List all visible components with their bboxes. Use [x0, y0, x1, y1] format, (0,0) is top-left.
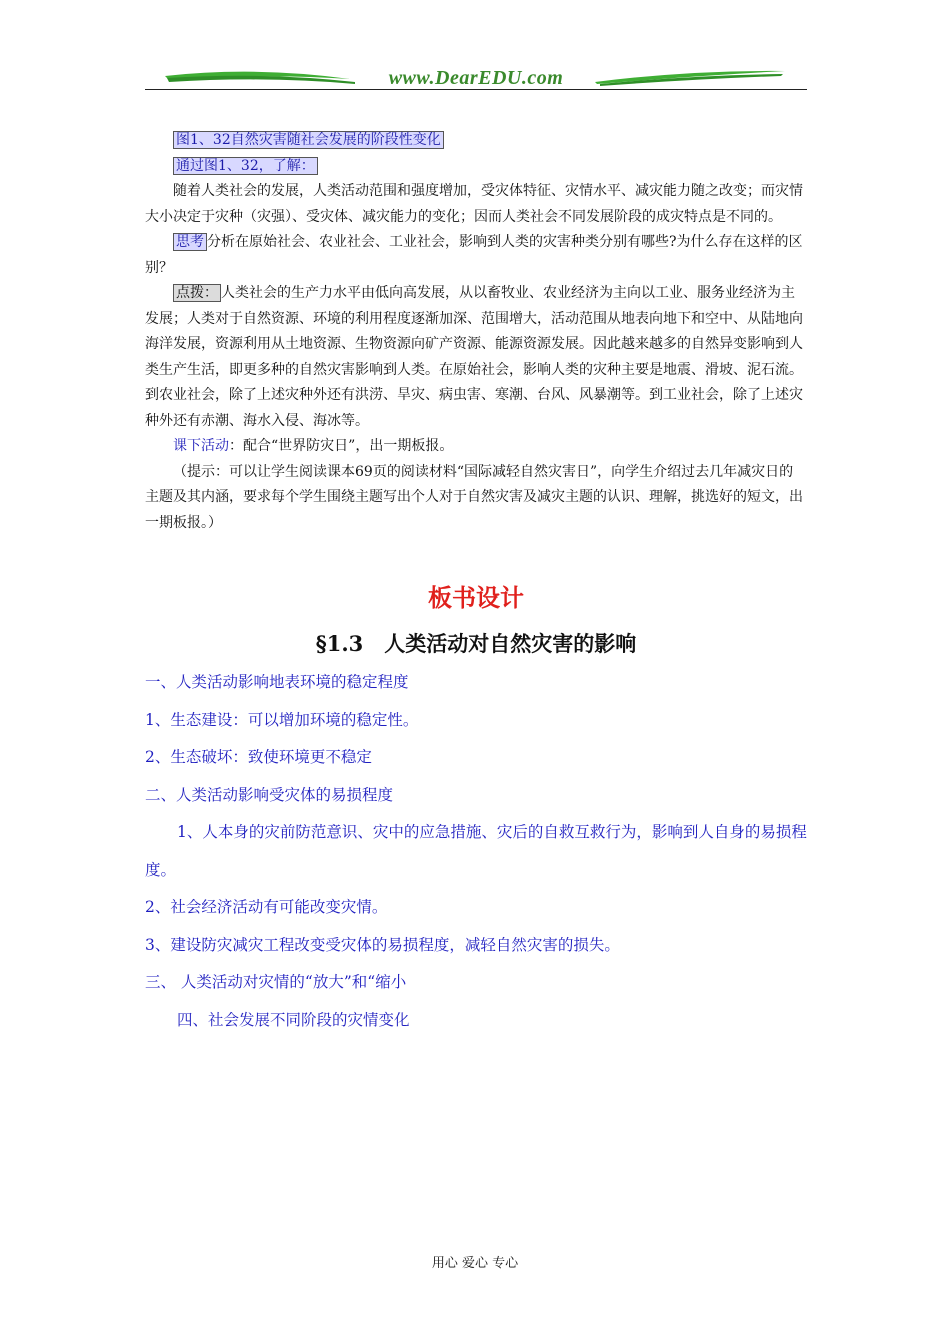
paragraph-development: 随着人类社会的发展，人类活动范围和强度增加，受灾体特征、灾情水平、减灾能力随之改变；而灾情大小决定于灾种（灾强）、受灾体、减灾能力的变化；因而人类社会不同发展阶段的成灾特点是不同的。: [145, 183, 803, 225]
outline-item: 四、社会发展不同阶段的灾情变化: [177, 1010, 410, 1029]
outline-item: 三、 人类活动对灾情的“放大”和“缩小: [145, 973, 407, 991]
tip-paragraph: [145, 281, 807, 434]
page-footer: 用心 爱心 专心: [431, 1256, 519, 1271]
outline-item: 一、人类活动影响地表环境的稳定程度: [145, 673, 409, 691]
outline-item: 3、建设防灾减灾工程改变受灾体的易损程度，减轻自然灾害的损失。: [145, 935, 620, 954]
activity-label: 课下活动: [173, 438, 229, 454]
think-label: 思考: [173, 233, 207, 251]
figure-caption-line: [145, 128, 807, 154]
think-text: 分析在原始社会、农业社会、工业社会，影响到人类的灾害种类分别有哪些?为什么存在这样的区别？: [145, 234, 803, 276]
outline-item: 1、人本身的灾前防范意识、灾中的应急措施、灾后的自救互救行为，影响到人自身的易损程度。: [145, 823, 807, 879]
activity-paragraph: [145, 434, 807, 460]
outline-item: 2、社会经济活动有可能改变灾情。: [145, 898, 388, 916]
tip-label: 点拨：: [173, 284, 221, 302]
outline-item: 二、人类活动影响受灾体的易损程度: [145, 785, 394, 804]
figure-caption: 图1、32自然灾害随社会发展的阶段性变化: [173, 131, 444, 149]
activity-text: ：配合“世界防灾日”，出一期板报。: [229, 438, 454, 454]
lesson-body: [145, 128, 807, 536]
think-paragraph: [145, 230, 807, 281]
board-outline: [145, 664, 807, 1039]
outline-item: 2、生态破坏：致使环境更不稳定: [145, 748, 372, 766]
through-line: [145, 154, 807, 180]
outline-item: 1、生态建设：可以增加环境的稳定性。: [145, 710, 419, 729]
site-logo-text: www.DearEDU.com: [388, 67, 564, 89]
hint-paragraph: （提示：可以让学生阅读课本69页的阅读材料“国际减轻自然灾害日”，向学生介绍过去几年减灾日的主题及其内涵，要求每个学生围绕主题写出个人对于自然灾害及减灾主题的认识、理解，挑选好的短文，出一期板报。）: [145, 463, 803, 531]
tip-text: 人类社会的生产力水平由低向高发展，从以畜牧业、农业经济为主向以工业、服务业经济为主发展；人类对于自然资源、环境的利用程度逐渐加深、范围增大，活动范围从地表向地下和空中、从陆地向海洋发展，资源利用从土地资源、生物资源向矿产资源、能源资源发展。因此越来越多的自然异变影响到人类生产生活，即更多种的自然灾害影响到人类。在原始社会，影响人类的灾种主要是地震、滑坡、泥石流。到农业社会，除了上述灾种外还有洪涝、旱灾、病虫害、寒潮、台风、风暴潮等。到工业社会，除了上述灾种外还有赤潮、海水入侵、海冰等。: [145, 285, 803, 429]
board-subtitle: §1.3 人类活动对自然灾害的影响: [315, 631, 637, 656]
through-label: 通过图1、32，了解：: [173, 157, 318, 175]
header-rule: [145, 89, 807, 90]
board-title: 板书设计: [428, 583, 524, 612]
